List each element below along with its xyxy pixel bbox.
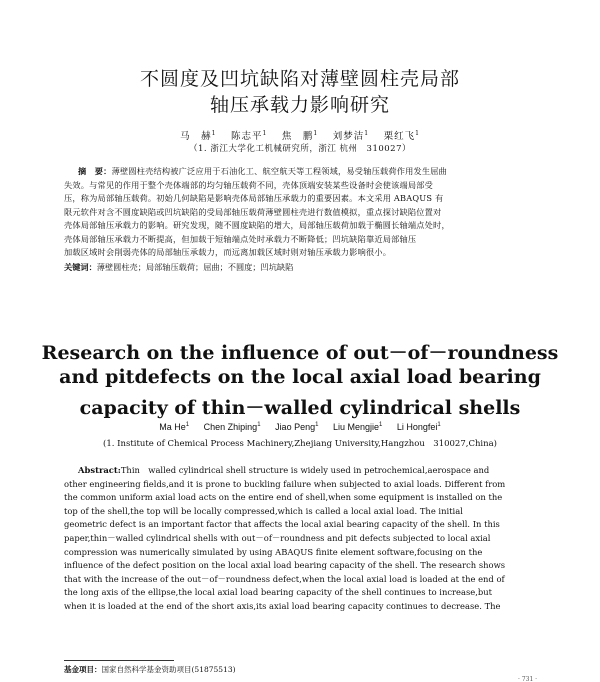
abstract-line: 限元软件对含不圆度缺陷或凹坑缺陷的受局部轴压载荷薄壁圆柱壳进行数值模拟，重点探讨缺陷位置对 [64, 206, 442, 217]
chinese-title-line2: 轴压承载力影响研究 [209, 94, 390, 116]
author-name: 刘梦洁 [332, 131, 365, 142]
english-title-line3: capacity of thin－walled cylindrical shells [79, 397, 521, 419]
english-title-line1: Research on the influence of out－of－roundness [41, 342, 559, 364]
abstract-text: 薄壁圆柱壳结构被广泛应用于石油化工、航空航天等工程领域，易受轴压载荷作用发生屈曲 [111, 166, 448, 176]
fund-footnote [64, 664, 236, 675]
chinese-abstract-cont [64, 219, 539, 260]
abstract-line: the common uniform axial load acts on the entire end of shell,when some equipment is installed on the [64, 492, 503, 503]
author-sup: 1 [415, 129, 420, 137]
english-abstract [64, 464, 542, 614]
abstract-text: Thin walled cylindrical shell structure is widely used in petrochemical,aerospace and [120, 465, 490, 475]
abstract-label: 摘 要： [78, 166, 112, 176]
abstract-line: 壳体局部轴压承载力的影响。研究发现，随不圆度缺陷的增大，局部轴压载荷加载于椭圆长轴端点处时， [64, 220, 450, 230]
author-name: 栗红飞 [383, 131, 416, 142]
author-name: Chen Zhiping [203, 422, 258, 432]
abstract-line: that with the increase of the out－of－roundness defect,when the local axial load is loaded at the end of [64, 573, 505, 584]
abstract-line: when it is loaded at the end of the short axis,its axial load bearing capacity continues to decrease. The [64, 600, 501, 611]
page-number: · 731 · [518, 676, 538, 682]
author-name: Liu Mengjie [332, 422, 379, 432]
author-sup: 1 [211, 129, 217, 137]
chinese-title-line1: 不圆度及凹坑缺陷对薄壁圆柱壳局部 [139, 68, 460, 90]
abstract-label: Abstract: [78, 465, 121, 475]
author-name: Jiao Peng [275, 422, 316, 432]
author-sup: 1 [364, 129, 370, 137]
abstract-line: the long axis of the ellipse,the local axial load bearing capacity of the shell continues to increase,but [64, 587, 493, 598]
footnote-divider [64, 660, 174, 661]
abstract-line: paper,thin－walled cylindrical shells with out－of－roundness and pit defects subjected to local axial [64, 532, 491, 543]
author-sup: 1 [315, 422, 319, 428]
author-sup: 1 [313, 129, 319, 137]
author-sup: 1 [262, 129, 268, 137]
abstract-line: geometric defect is an important factor that affects the local axial bearing capacity of the shell. In this [64, 519, 500, 530]
author-sup: 1 [437, 422, 441, 428]
abstract-line: top of the shell,the top will be locally compressed,which is called a local axial load. The initial [64, 505, 463, 516]
abstract-line: 加载区域时会削弱壳体的局部轴压承载力，而远离加载区域时则对轴压承载力影响很小。 [64, 247, 392, 258]
abstract-line: influence of the defect position on the local axial load bearing capacity of the shell. The research shows [64, 560, 506, 571]
chinese-authors [0, 128, 600, 142]
english-affiliation: (1. Institute of Chemical Process Machinery,Zhejiang University,Hangzhou 310027,China) [103, 439, 497, 449]
abstract-line [64, 165, 539, 179]
english-authors [0, 422, 600, 432]
chinese-abstract [64, 165, 539, 219]
fund-text: 国家自然科学基金资助项目(51875513) [101, 665, 236, 674]
abstract-line: 壳体局部轴压承载力不断提高，但加载于短轴端点处时承载力不断降低；凹坑缺陷靠近局部轴压 [64, 233, 417, 244]
chinese-keywords [64, 262, 539, 273]
author-sup: 1 [257, 422, 261, 428]
author-name: 焦 鹏 [281, 131, 314, 142]
author-name: 马 赫 [180, 131, 212, 142]
abstract-line: 压，称为局部轴压载荷。初始几何缺陷是影响壳体局部轴压承载力的重要因素。本文采用 ABAQUS 有 [64, 193, 444, 204]
author-sup: 1 [185, 422, 190, 428]
keywords-label: 关键词： [64, 262, 97, 272]
keywords-text: 薄壁圆柱壳；局部轴压载荷；屈曲；不圆度；凹坑缺陷 [96, 262, 294, 272]
english-title-line2: and pitdefects on the local axial load bearing [59, 366, 541, 388]
author-name: Li Hongfei [396, 422, 438, 432]
abstract-line: 失效。与常见的作用于整个壳体端部的均匀轴压载荷不同，壳体顶端安装某些设备时会使该端局部受 [64, 179, 434, 190]
fund-label: 基金项目： [64, 665, 102, 674]
abstract-line [64, 464, 542, 478]
abstract-line: compression was numerically simulated by using ABAQUS finite element software,focusing on the [64, 546, 483, 557]
author-name: 陈志平 [230, 131, 263, 142]
author-name: Ma He [159, 422, 186, 432]
chinese-affiliation: （1. 浙江大学化工机械研究所，浙江 杭州 310027） [189, 144, 411, 154]
abstract-line: other engineering fields,and it is prone to buckling failure when subjected to axial loads. Different from [64, 478, 506, 489]
author-sup: 1 [378, 422, 383, 428]
